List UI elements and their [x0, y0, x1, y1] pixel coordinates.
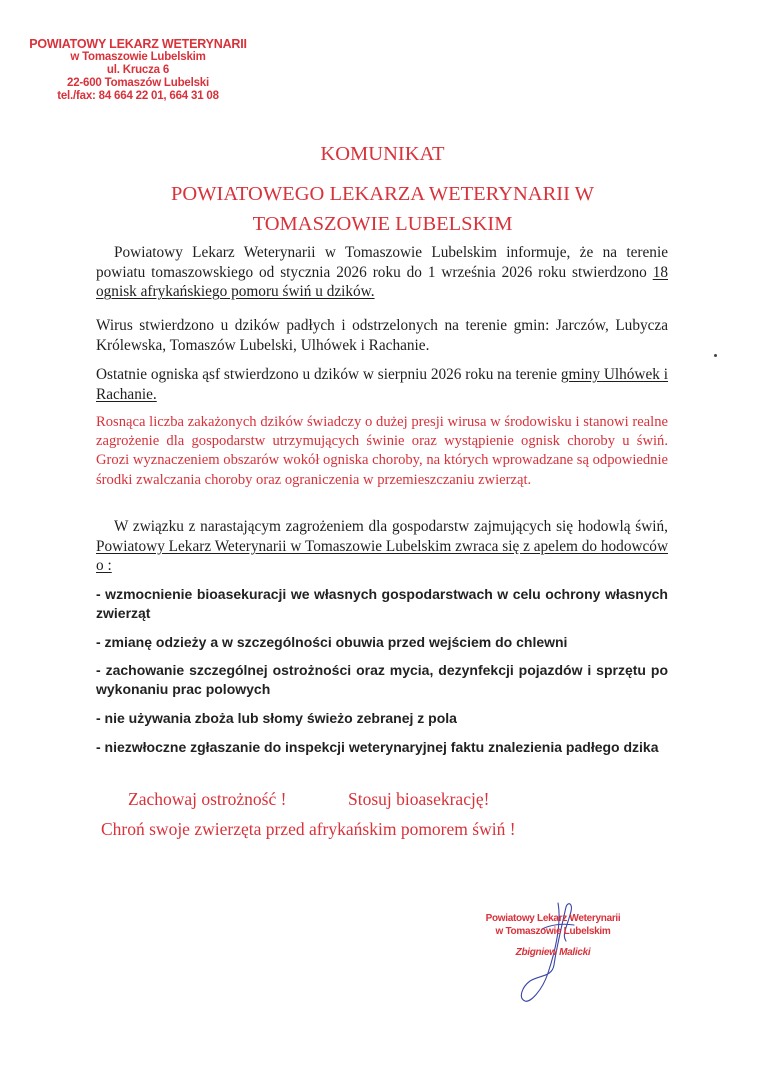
paragraph-appeal — [96, 517, 668, 576]
slogan-caution: Zachowaj ostrożność ! — [128, 789, 287, 809]
signature-city: w Tomaszowie Lubelskim — [495, 925, 611, 937]
latest-text: Ostatnie ogniska ąsf stwierdzono u dzików w sierpniu 2026 roku na terenie — [96, 366, 561, 383]
paragraph-intro — [96, 243, 668, 302]
scan-speck — [714, 354, 717, 357]
intro-text: Powiatowy Lekarz Weterynarii w Tomaszowie Lubelskim informuje, że na terenie powiatu tomaszowskiego od stycznia 2026 roku do 1 września 2026 roku stwierdzono — [96, 244, 668, 281]
subtitle-line-1: POWIATOWEGO LEKARZA WETERYNARII W — [170, 183, 595, 205]
document-subtitle — [0, 179, 765, 239]
list-item: - nie używania zboża lub słomy świeżo zebranej z pola — [96, 710, 457, 726]
paragraph-municipalities: Wirus stwierdzono u dzików padłych i odstrzelonych na terenie gmin: Jarczów, Lubycza Królewska, Tomaszów Lubelski, Ulhówek i Rachanie. — [96, 317, 668, 354]
paragraph-warning: Rosnąca liczba zakażonych dzików świadczy o dużej presji wirusa w środowisku i stanowi realne zagrożenie dla gospodarstw utrzymujących świnie oraz wystąpienie ognisk choroby u świń. Grozi wyznaczeniem obszarów wokół ogniska choroby, na których wprowadzane są odpowiednie środki zwalczania choroby oraz ograniczenia w przemieszczaniu zwierząt. — [96, 414, 668, 488]
stamp-phone: tel./fax: 84 664 22 01, 664 31 08 — [57, 90, 219, 102]
appeal-underlined: Powiatowy Lekarz Weterynarii w Tomaszowie Lubelskim zwraca się z apelem do hodowców o : — [96, 537, 668, 575]
list-item: - zachowanie szczególnej ostrożności oraz mycia, dezynfekcji pojazdów i sprzętu po wykonaniu prac polowych — [96, 662, 668, 697]
intro-outbreak-count: 18 ognisk afrykańskiego pomoru świń u dzików. — [96, 263, 668, 301]
latest-municipalities: gminy Ulhówek i Rachanie. — [96, 366, 669, 403]
stamp-office-name: POWIATOWY LEKARZ WETERYNARII — [29, 37, 247, 51]
slogan-protect: Chroń swoje zwierzęta przed afrykańskim pomorem świń ! — [101, 819, 516, 839]
paragraph-latest — [96, 365, 668, 404]
header-stamp — [22, 38, 254, 103]
signature-office: Powiatowy Lekarz Weterynarii — [485, 913, 621, 924]
stamp-city: w Tomaszowie Lubelskim — [70, 51, 206, 63]
document-title: KOMUNIKAT — [320, 143, 445, 165]
list-item: - wzmocnienie bioasekuracji we własnych gospodarstwach w celu ochrony własnych zwierząt — [96, 586, 668, 621]
slogan-biosecurity: Stosuj bioasekrację! — [348, 789, 490, 809]
stamp-postal: 22-600 Tomaszów Lubelski — [67, 77, 209, 89]
stamp-street: ul. Krucza 6 — [106, 64, 170, 76]
list-item: - zmianę odzieży a w szczególności obuwia przed wejściem do chlewni — [96, 634, 568, 650]
appeal-text: W związku z narastającym zagrożeniem dla gospodarstw zajmujących się hodowlą świń, — [114, 518, 668, 535]
signature-stamp — [478, 913, 628, 960]
list-item: - niezwłoczne zgłaszanie do inspekcji weterynaryjnej faktu znalezienia padłego dzika — [96, 739, 659, 755]
subtitle-line-2: TOMASZOWIE LUBELSKIM — [252, 213, 513, 235]
signature-name: Zbigniew Malicki — [515, 947, 591, 958]
